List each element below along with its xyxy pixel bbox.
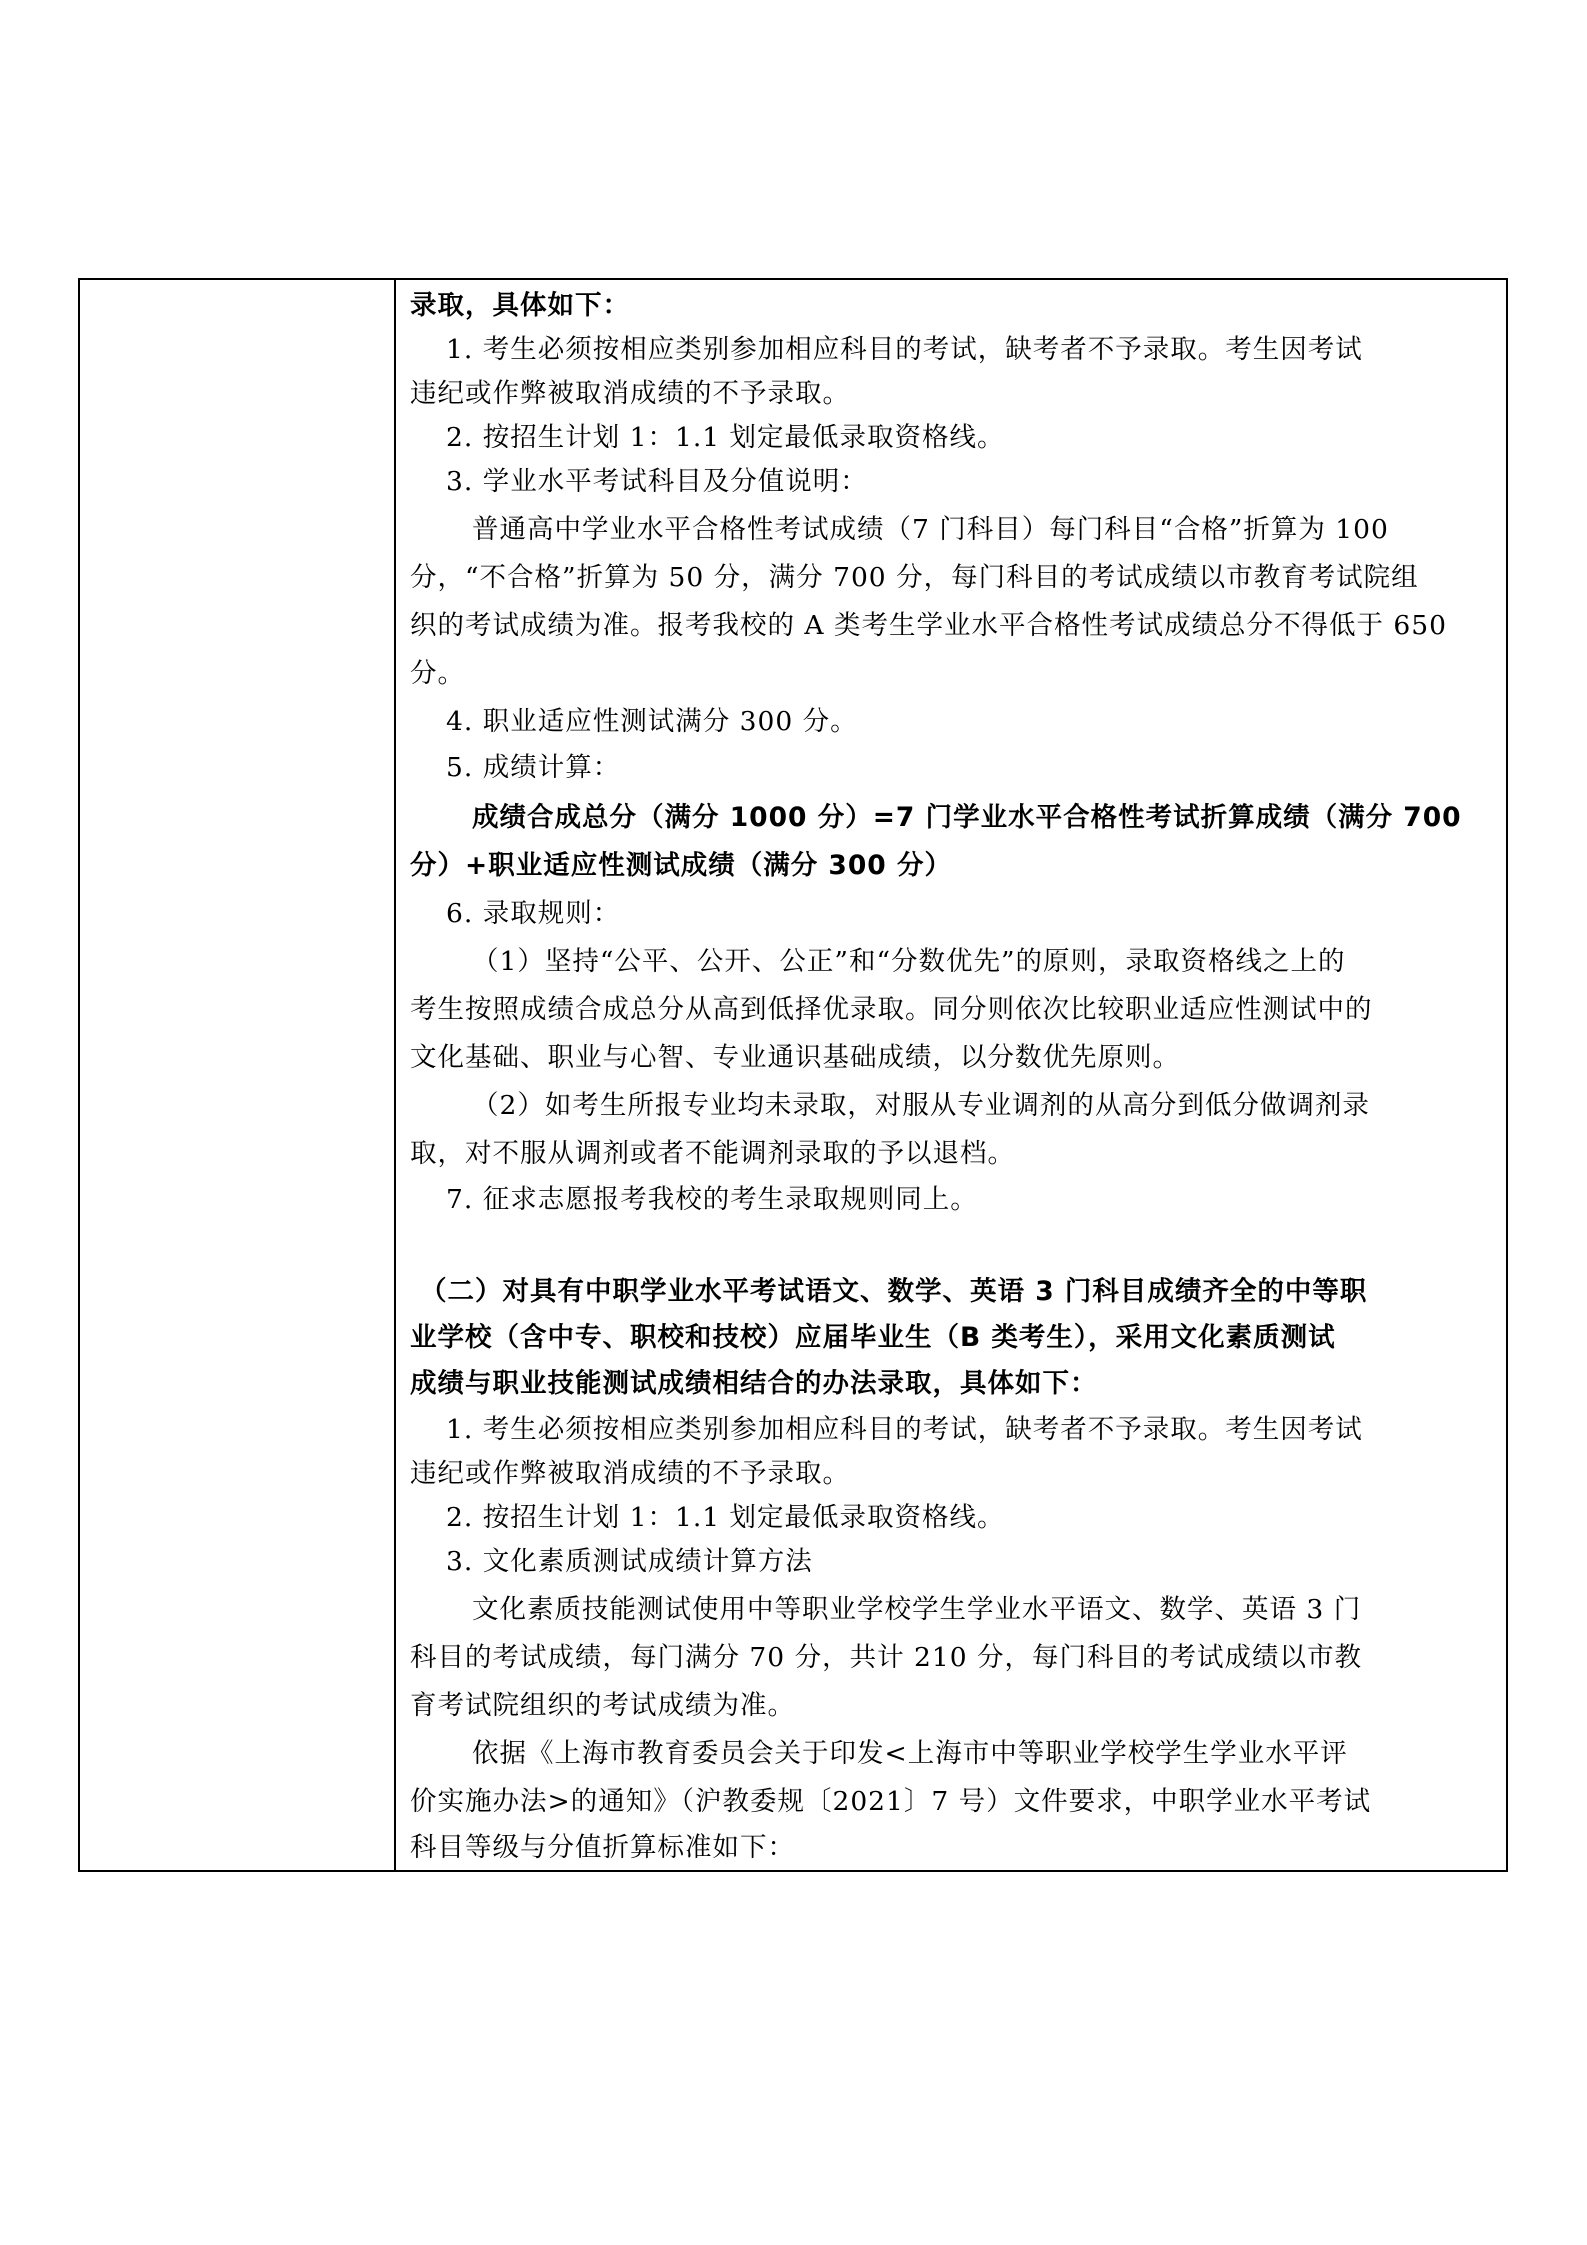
text-line: 成绩合成总分（满分 1000 分）=7 门学业水平合格性考试折算成绩（满分 700 bbox=[472, 802, 1462, 833]
text-line: 分，“不合格”折算为 50 分，满分 700 分，每门科目的考试成绩以市教育考试院组 bbox=[410, 562, 1419, 593]
text-line: 2. 按招生计划 1：1.1 划定最低录取资格线。 bbox=[446, 1502, 1005, 1533]
text-line: 1. 考生必须按相应类别参加相应科目的考试，缺考者不予录取。考生因考试 bbox=[446, 334, 1363, 365]
text-line: 织的考试成绩为准。报考我校的 A 类考生学业水平合格性考试成绩总分不得低于 650 bbox=[410, 610, 1447, 641]
text-line: 科目的考试成绩，每门满分 70 分，共计 210 分，每门科目的考试成绩以市教 bbox=[410, 1642, 1362, 1673]
text-line: 价实施办法>的通知》（沪教委规〔2021〕7 号）文件要求，中职学业水平考试 bbox=[410, 1786, 1372, 1817]
text-line: 违纪或作弊被取消成绩的不予录取。 bbox=[410, 1458, 850, 1489]
text-line: 5. 成绩计算： bbox=[446, 752, 621, 783]
text-line: 1. 考生必须按相应类别参加相应科目的考试，缺考者不予录取。考生因考试 bbox=[446, 1414, 1363, 1445]
text-line: 3. 学业水平考试科目及分值说明： bbox=[446, 466, 868, 497]
text-line: 业学校（含中专、职校和技校）应届毕业生（B 类考生），采用文化素质测试 bbox=[410, 1322, 1336, 1353]
text-line: 7. 征求志愿报考我校的考生录取规则同上。 bbox=[446, 1184, 978, 1215]
text-line: 2. 按招生计划 1：1.1 划定最低录取资格线。 bbox=[446, 422, 1005, 453]
text-line: （1）坚持“公平、公开、公正”和“分数优先”的原则，录取资格线之上的 bbox=[472, 946, 1346, 977]
text-line: 分。 bbox=[410, 658, 465, 689]
text-line: 录取，具体如下： bbox=[410, 290, 630, 321]
text-line: 文化基础、职业与心智、专业通识基础成绩，以分数优先原则。 bbox=[410, 1042, 1180, 1073]
text-line: 育考试院组织的考试成绩为准。 bbox=[410, 1690, 795, 1721]
text-line: 依据《上海市教育委员会关于印发<上海市中等职业学校学生学业水平评 bbox=[472, 1738, 1348, 1769]
text-line: 考生按照成绩合成总分从高到低择优录取。同分则依次比较职业适应性测试中的 bbox=[410, 994, 1373, 1025]
text-line: 分）+职业适应性测试成绩（满分 300 分） bbox=[410, 850, 952, 881]
text-line: 普通高中学业水平合格性考试成绩（7 门科目）每门科目“合格”折算为 100 bbox=[472, 514, 1389, 545]
text-line: 6. 录取规则： bbox=[446, 898, 621, 929]
text-line: 4. 职业适应性测试满分 300 分。 bbox=[446, 706, 858, 737]
content-table bbox=[78, 278, 1508, 1872]
text-line: 3. 文化素质测试成绩计算方法 bbox=[446, 1546, 813, 1577]
table-right-column bbox=[396, 280, 1506, 1870]
table-left-column bbox=[80, 280, 396, 1870]
text-line: （2）如考生所报专业均未录取，对服从专业调剂的从高分到低分做调剂录 bbox=[472, 1090, 1370, 1121]
text-line: （二）对具有中职学业水平考试语文、数学、英语 3 门科目成绩齐全的中等职 bbox=[420, 1276, 1368, 1307]
text-line: 科目等级与分值折算标准如下： bbox=[410, 1832, 795, 1863]
text-line: 成绩与职业技能测试成绩相结合的办法录取，具体如下： bbox=[410, 1368, 1098, 1399]
text-line: 违纪或作弊被取消成绩的不予录取。 bbox=[410, 378, 850, 409]
text-line: 取，对不服从调剂或者不能调剂录取的予以退档。 bbox=[410, 1138, 1015, 1169]
text-line: 文化素质技能测试使用中等职业学校学生学业水平语文、数学、英语 3 门 bbox=[472, 1594, 1362, 1625]
